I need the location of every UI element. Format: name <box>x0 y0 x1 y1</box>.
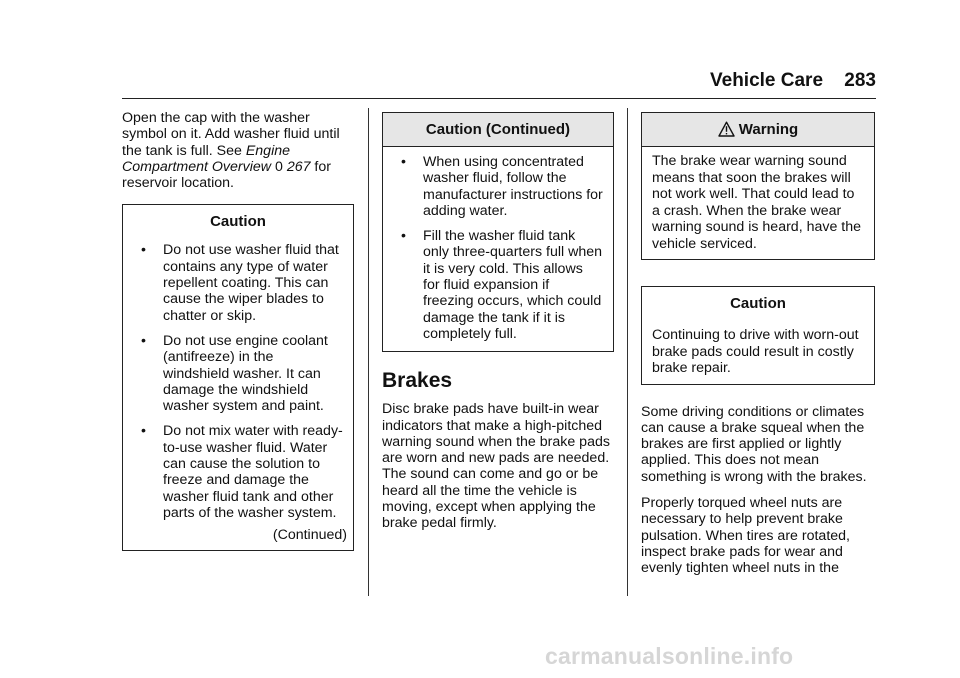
page-number: 283 <box>844 70 876 91</box>
intro-line: the tank is full. See <box>122 142 246 159</box>
paragraph-brake-squeal: Some driving conditions or climates can cause a brake squeal when the brakes are first applied or lightly applied. This does not mean something is wrong with the brakes. <box>641 403 867 485</box>
ref-page[interactable]: 267 <box>286 158 311 175</box>
intro-line: for <box>310 158 331 175</box>
bullet-text: Do not mix water with ready-to-use washer fluid. Water can cause the solution to freeze and damage the washer fluid tank and other parts of the washer system. <box>163 423 343 521</box>
caution-box-2 <box>641 286 875 385</box>
list-item <box>397 154 603 219</box>
column-divider-1 <box>368 108 369 596</box>
brakes-heading: Brakes <box>382 369 453 393</box>
page-header <box>710 68 876 94</box>
column-1 <box>122 110 354 551</box>
caution-continued-title: Caution (Continued) <box>383 113 613 147</box>
bullet-icon: • <box>141 332 146 349</box>
warning-title: Warning <box>738 121 799 138</box>
caution-title-2: Caution <box>730 295 786 312</box>
warning-title-bar <box>642 113 874 147</box>
brakes-paragraph: Disc brake pads have built-in wear indicators that make a high-pitched warning sound when the brake pads are worn and new pads are needed. The sound can come and go or be heard all the time the vehicle is moving, except when applying the brake pedal firmly. <box>382 401 610 532</box>
warning-body: The brake wear warning sound means that soon the brakes will not work well. That could lead to a crash. When the brake wear warning sound is heard, have the vehicle serviced. <box>652 153 862 252</box>
intro-line: reservoir location. <box>122 175 234 192</box>
ref-title-2[interactable]: Compartment Overview <box>122 158 272 175</box>
warning-box <box>641 112 875 260</box>
column-divider-2 <box>627 108 628 596</box>
paragraph-wheel-nuts: Properly torqued wheel nuts are necessary to help prevent brake pulsation. When tires are rotated, inspect brake pads for wear and evenly tighten wheel nuts in the <box>641 494 850 577</box>
caution-body: Continuing to drive with worn-out brake pads could result in costly brake repair. <box>652 327 859 376</box>
bullet-text: Do not use engine coolant (antifreeze) in the windshield washer. It can damage the windshield washer system and paint. <box>163 332 328 415</box>
intro-line: symbol on it. Add washer fluid until <box>122 126 340 143</box>
bullet-icon: • <box>401 154 406 170</box>
bullet-text: When using concentrated washer fluid, follow the manufacturer instructions for adding water. <box>423 154 603 219</box>
bullet-text: Fill the washer fluid tank only three-quarters full when it is very cold. This allows for fluid expansion if freezing occurs, which could damage the tank if it is completely full. <box>423 228 603 342</box>
column-2 <box>382 112 614 542</box>
bullet-text: Do not use washer fluid that contains any type of water repellent coating. This can cause the wiper blades to chatter or skip. <box>163 242 339 324</box>
bullet-icon: • <box>141 242 146 259</box>
list-item <box>137 423 343 521</box>
caution-box <box>122 204 354 550</box>
intro-line: Open the cap with the washer <box>122 110 310 126</box>
column-3 <box>641 112 875 586</box>
intro-paragraph <box>122 110 354 191</box>
caution-title: Caution <box>210 213 266 231</box>
bullet-icon: • <box>401 228 406 245</box>
warning-triangle-icon <box>718 116 735 149</box>
continued-label: (Continued) <box>272 527 347 544</box>
watermark: carmanualsonline.info <box>545 643 794 669</box>
caution-continued-list <box>383 147 613 342</box>
list-item <box>137 242 343 323</box>
section-title: Vehicle Care <box>710 70 824 91</box>
caution-list <box>123 238 353 521</box>
list-item <box>397 228 603 342</box>
list-item <box>137 333 343 414</box>
caution-continued-box <box>382 112 614 352</box>
bullet-icon: • <box>141 423 146 440</box>
page-ref-icon: 0 <box>274 158 283 175</box>
ref-title-1[interactable]: Engine <box>245 142 291 159</box>
header-rule <box>122 98 876 99</box>
